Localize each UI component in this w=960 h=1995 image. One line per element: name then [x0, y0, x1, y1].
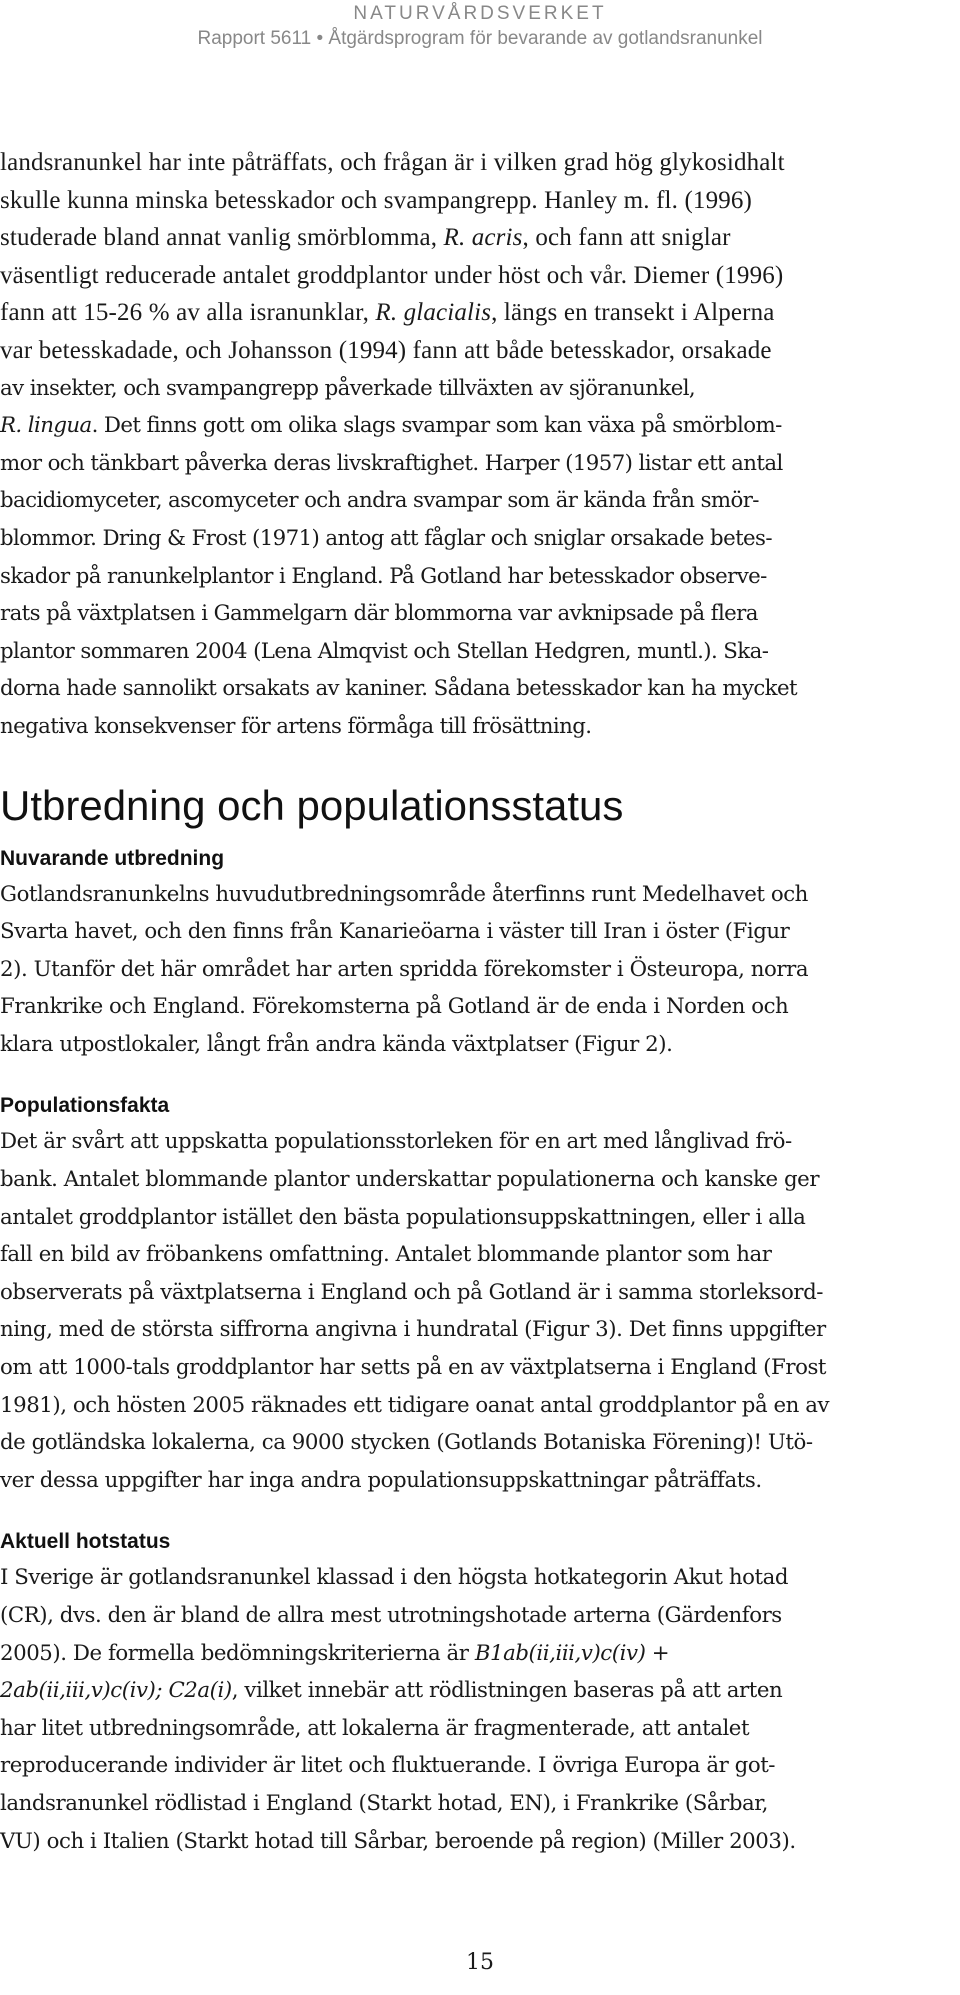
text-line: de gotländska lokalerna, ca 9000 stycken (Gotlands Botaniska Förening)! Utö- [0, 1430, 813, 1456]
text-line: Det är svårt att uppskatta populationsstorleken för en art med långlivad frö- [0, 1129, 792, 1155]
text-line: var betesskadade, och Johansson (1994) fann att både betesskador, orsakade [0, 336, 772, 364]
text-line: plantor sommaren 2004 (Lena Almqvist och Stellan Hedgren, muntl.). Ska- [0, 638, 769, 664]
text-line: fann att 15-26 % av alla isranunklar, R. glacialis, längs en transekt i Alperna [0, 299, 775, 327]
text-line: Frankrike och England. Förekomsterna på Gotland är de enda i Norden och [0, 994, 789, 1020]
text-line: negativa konsekvenser för artens förmåga till frösättning. [0, 713, 592, 739]
main-content [0, 144, 960, 1860]
text-line: dorna hade sannolikt orsakats av kaniner. Sådana betesskador kan ha mycket [0, 676, 797, 702]
text-line: klara utpostlokaler, långt från andra kända växtplatser (Figur 2). [0, 1031, 673, 1057]
subheading-aktuell-hotstatus: Aktuell hotstatus [0, 1530, 171, 1554]
text-line: 2005). De formella bedömningskriterierna är B1ab(ii,iii,v)c(iv) + [0, 1640, 670, 1666]
text-line: I Sverige är gotlandsranunkel klassad i den högsta hotkategorin Akut hotad [0, 1565, 789, 1591]
page-header [0, 2, 960, 52]
text-line: R. lingua. Det finns gott om olika slags svampar som kan växa på smörblom- [0, 413, 782, 439]
org-name: NATURVÅRDSVERKET [353, 3, 607, 24]
text-line: (CR), dvs. den är bland de allra mest utrotningshotade arterna (Gärdenfors [0, 1603, 782, 1628]
paragraph-intro [0, 144, 960, 746]
text-line: reproducerande individer är litet och fluktuerande. I övriga Europa är got- [0, 1753, 776, 1779]
text-line: om att 1000-tals groddplantor har setts på en av växtplatserna i England (Frost [0, 1355, 827, 1381]
text-line: skulle kunna minska betesskador och svampangrepp. Hanley m. fl. (1996) [0, 186, 752, 214]
subheading-populationsfakta: Populationsfakta [0, 1094, 170, 1118]
text-line: rats på växtplatsen i Gammelgarn där blommorna var avknipsade på flera [0, 601, 758, 627]
text-line: bank. Antalet blommande plantor underskattar populationerna och kanske ger [0, 1167, 820, 1193]
section-title: Utbredning och populationsstatus [0, 781, 624, 829]
text-line: har litet utbredningsområde, att lokalerna är fragmenterade, att antalet [0, 1715, 750, 1741]
text-line: skador på ranunkelplantor i England. På Gotland har betesskador observe- [0, 563, 767, 589]
text-line: Gotlandsranunkelns huvudutbredningsområde återfinns runt Medelhavet och [0, 881, 808, 907]
text-line: blommor. Dring & Frost (1971) antog att fåglar och sniglar orsakade betes- [0, 525, 772, 551]
text-line: VU) och i Italien (Starkt hotad till Sårbar, beroende på region) (Miller 2003). [0, 1828, 796, 1854]
paragraph-aktuell-hotstatus [0, 1559, 960, 1860]
text-line: studerade bland annat vanlig smörblomma, R. acris, och fann att sniglar [0, 224, 731, 252]
text-line: ver dessa uppgifter har inga andra populationsuppskattningar påträffats. [0, 1467, 762, 1493]
text-line: landsranunkel rödlistad i England (Starkt hotad, EN), i Frankrike (Sårbar, [0, 1790, 768, 1816]
text-line: Svarta havet, och den finns från Kanarieöarna i väster till Iran i öster (Figur [0, 919, 790, 945]
text-line: väsentligt reducerade antalet groddplantor under höst och vår. Diemer (1996) [0, 261, 784, 289]
report-title: Rapport 5611 • Åtgärdsprogram för bevarande av gotlandsranunkel [197, 28, 763, 49]
text-line: 2ab(ii,iii,v)c(iv); C2a(i), vilket innebär att rödlistningen baseras på att arten [0, 1678, 783, 1704]
text-line: observerats på växtplatserna i England och på Gotland är i samma storleksord- [0, 1279, 824, 1305]
text-line: landsranunkel har inte påträffats, och frågan är i vilken grad hög glykosidhalt [0, 149, 785, 176]
text-line: ning, med de största siffrorna angivna i hundratal (Figur 3). Det finns uppgifter [0, 1317, 826, 1343]
text-line: antalet groddplantor istället den bästa populationsuppskattningen, eller i alla [0, 1204, 806, 1230]
text-line: av insekter, och svampangrepp påverkade tillväxten av sjöranunkel, [0, 375, 696, 401]
paragraph-populationsfakta [0, 1123, 960, 1499]
page-number: 15 [466, 1950, 494, 1975]
subheading-nuvarande-utbredning: Nuvarande utbredning [0, 846, 225, 870]
text-line: 1981), och hösten 2005 räknades ett tidigare oanat antal groddplantor på en av [0, 1392, 830, 1418]
paragraph-nuvarande-utbredning [0, 876, 960, 1064]
text-line: 2). Utanför det här området har arten spridda förekomster i Östeuropa, norra [0, 956, 809, 982]
text-line: bacidiomyceter, ascomyceter och andra svampar som är kända från smör- [0, 488, 759, 514]
text-line: fall en bild av fröbankens omfattning. Antalet blommande plantor som har [0, 1242, 772, 1268]
text-line: mor och tänkbart påverka deras livskraftighet. Harper (1957) listar ett antal [0, 450, 783, 476]
